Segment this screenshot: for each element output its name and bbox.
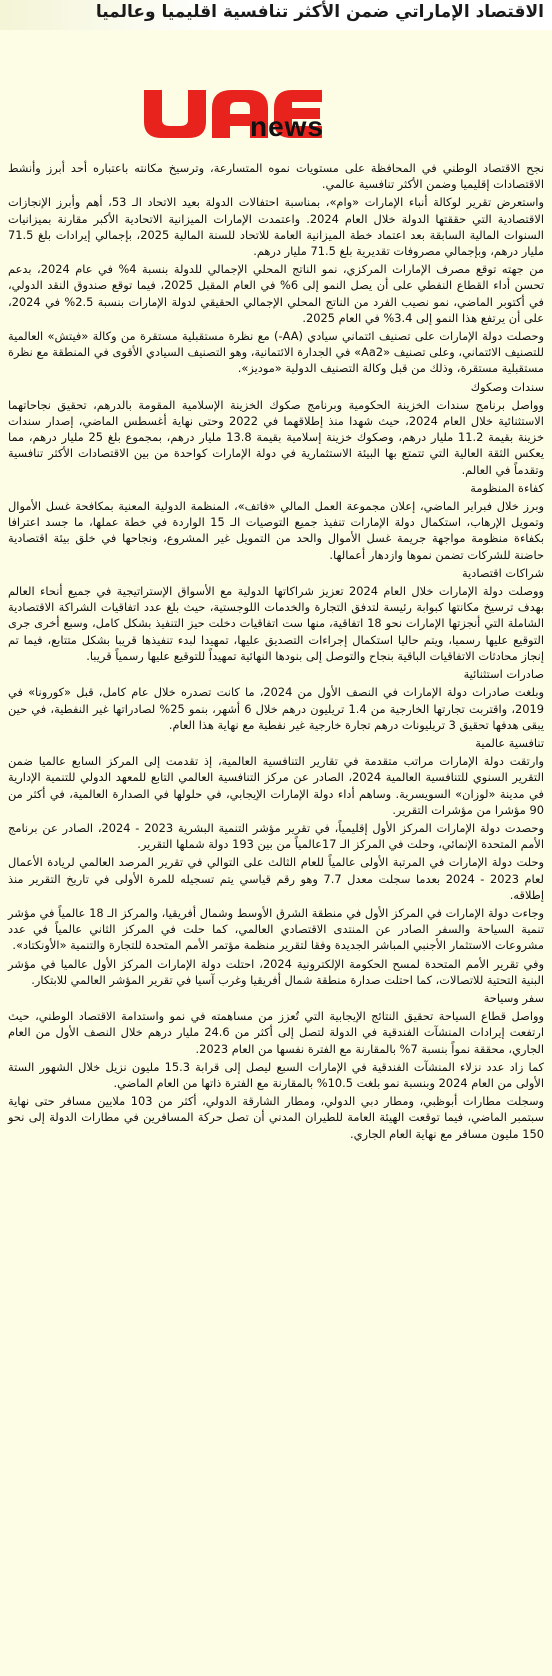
section-heading-partnerships: شراكات اقتصادية bbox=[462, 565, 544, 580]
section-heading-exports: صادرات استثنائية bbox=[463, 667, 544, 682]
title-bar bbox=[0, 0, 552, 30]
svg-text:news: news bbox=[249, 111, 324, 142]
competitiveness-paragraph-3: وحلت دولة الإمارات في المرتبة الأولى عالمياً للعام الثالث على التوالي في تقرير المرصد العالمي لريادة الأعمال لعام 2023 - 2024 بعدما سجلت معدل 7.7 وهو رقم قياسي يتم تسجيله للمرة الأولى في تاريخ التقرير منذ إطلاقه. bbox=[8, 855, 544, 902]
section-heading-competitiveness: تنافسية عالمية bbox=[475, 735, 544, 750]
intro-paragraph-1: نجح الاقتصاد الوطني في المحافظة على مستويات نموه المتسارعة، وترسيخ مكانته باعتباره أحد أبرز وأنشط الاقتصادات إقليميا وضمن الأكثر تنافسية عالمي. bbox=[8, 161, 544, 192]
competitiveness-paragraph-2: وحصدت دولة الإمارات المركز الأول إقليمياً، في تقرير مؤشر التنمية البشرية 2023 - 2024، الصادر عن برنامج الأمم المتحدة الإنمائي، وحلت في المركز الـ 17عالمياً من بين 193 دولة شملها التقرير. bbox=[8, 820, 544, 852]
tourism-paragraph-3: وسجلت مطارات أبوظبي، ومطار دبي الدولي، ومطار الشارقة الدولي، أكثر من 103 ملايين مسافر حتى نهاية سبتمبر الماضي، فيما توقعت الهيئة العامة للطيران المدني أن تصل حركة المسافرين في مطارات الدولة إلى نحو 150 مليون مسافر مع نهاية العام الجاري. bbox=[8, 1094, 544, 1141]
uaenews-logo bbox=[140, 86, 395, 142]
competitiveness-paragraph-4: وجاءت دولة الإمارات في المركز الأول في منطقة الشرق الأوسط وشمال أفريقيا، والمركز الـ 18 عالمياً في مؤشر تنمية السياحة والسفر الصادر عن المنتدى الاقتصادي العالمي، كما حلت في المركز الثاني عالمياً في عدد مشروعات الاستثمار الأجنبي المباشر الجديدة وفقا لتقرير منظمة مؤتمر الأمم المتحدة للتجارة والتنمية «الأونكتاد». bbox=[8, 905, 544, 953]
tourism-paragraph-2: كما زاد عدد نزلاء المنشآت الفندقية في الإمارات السبع ليصل إلى قرابة 15.3 مليون نزيل خلال الشهور الستة الأولى من العام 2024 وبنسبة نمو بلغت 10.5% بالمقارنة مع الفترة ذاتها من العام الماضي. bbox=[8, 1059, 544, 1090]
competitiveness-paragraph-1: وارتقت دولة الإمارات مراتب متقدمة في تقارير التنافسية العالمية، إذ تقدمت إلى المركز السابع عالميا ضمن التقرير السنوي للتنافسية العالمية 2024، الصادر عن مركز التنافسية العالمي التابع للمعهد الدولي للتنمية الإدارية في مدينة «لوزان» السويسرية. وساهم أداء دولة الإمارات الإيجابي، في حلولها في الصدارة العالمية، في أكثر من 90 مؤشرا من مؤشرات التقرير. bbox=[8, 754, 544, 817]
intro-paragraph-3: من جهته توقع مصرف الإمارات المركزي، نمو الناتج المحلي الإجمالي للدولة بنسبة 4% في عام 2024، بدعم تحسن أداء القطاع النفطي على أن يصل النمو إلى 6% في العام المقبل 2025، فيما توقع صندوق النقد الدولي، في أكتوبر الماضي، نمو نصيب الفرد من الناتج المحلي الإجمالي الحقيقي لدولة الإمارات بنسبة 2.5% في 2024، على أن يرتفع هذا النمو إلى 3.4% في العام 2025. bbox=[8, 262, 545, 325]
section-heading-bonds: سندات وصكوك bbox=[470, 379, 544, 394]
intro-paragraph-4: وحصلت دولة الإمارات على تصنيف ائتماني سيادي (AA-) مع نظرة مستقبلية مستقرة من وكالة «فيتش» العالمية للتصنيف الائتماني، وعلى تصنيف «Aa2» في الجدارة الائتمانية، وهو التصنيف السيادي الأقوى في المنطقة مع نظرة مستقبلية مستقرة، وذلك من قبل وكالة التصنيف الدولية «موديز». bbox=[8, 329, 544, 376]
tourism-paragraph-1: وواصل قطاع السياحة تحقيق النتائج الإيجابية التي تُعزز من مساهمته في نمو واستدامة الاقتصاد الوطني، حيث ارتفعت إيرادات المنشآت الفندقية في الدولة لتصل إلى أكثر من 24.6 مليار درهم خلال النصف الأول من العام الجاري، محققة نمواً بنسبة 7% بالمقارنة مع الفترة نفسها من العام 2023. bbox=[8, 1009, 544, 1056]
section-body-bonds: وواصل برنامج سندات الخزينة الحكومية وبرنامج صكوك الخزينة الإسلامية المقومة بالدرهم، تحقيق نجاحاتهما الاستثنائية خلال العام 2024، حيث شهدا منذ إطلاقهما في 2022 وحتى نهاية أغسطس الماضي، إصدار سندات خزينة بقيمة 11.2 مليار درهم، وصكوك خزينة إسلامية بقيمة 13.8 مليار درهم، بمجموع بلغ 25 مليار درهم، مما يعكس الثقة العالية التي تتمتع بها البيئة الاستثمارية في دولة الإمارات كواحدة من بين الاقتصادات الأكثر تنافسية وتقدماً في العالم. bbox=[8, 397, 544, 477]
competitiveness-paragraph-5: وفي تقرير الأمم المتحدة لمسح الحكومة الإلكترونية 2024، احتلت دولة الإمارات المركز الأول عالميا في مؤشر البنية التحتية للاتصالات، كما احتلت صدارة منطقة شمال أفريقيا وغرب آسيا في تقرير المؤشر العالمي للابتكار. bbox=[8, 956, 544, 987]
section-heading-efficiency: كفاءة المنظومة bbox=[470, 480, 544, 495]
section-body-partnerships: ووصلت دولة الإمارات خلال العام 2024 تعزيز شراكاتها الدولية مع الأسواق الإستراتيجية في جميع أنحاء العالم بهدف ترسيخ مكانتها كبوابة رئيسة لتدفق التجارة والخدمات اللوجستية، حيث بلغ عدد اتفاقيات الشراكة الاقتصادية الشاملة التي أنجزتها الإمارات نحو 18 اتفاقية، منها ست اتفاقيات دخلت حيز التنفيذ بشكل كامل، وسبع أخرى جرى التوقيع عليها رسميا، ويتم حاليا استكمال إجراءات التصديق عليها، تمهيدا لبدء تنفيذها قريبا بشكل متتابع، فيما تم إنجاز محادثات الاتفاقيات الباقية بنجاح والتوصل إلى بنودها النهائية تمهيداً للتوقيع عليها رسمياً قريبا. bbox=[8, 584, 544, 663]
article-title: الاقتصاد الإماراتي ضمن الأكثر تنافسية اقليميا وعالميا bbox=[95, 2, 544, 22]
intro-paragraph-2: واستعرض تقرير لوكالة أنباء الإمارات «وام»، بمناسبة احتفالات الدولة بعيد الاتحاد الـ 53، أهم وأبرز الإنجازات الاقتصادية التي حققتها الدولة خلال العام 2024. واعتمدت الإمارات الميزانية الاتحادية الأكبر مقارنة بميزانيات السنوات المالية السابقة بعد اعتماد خطة الميزانية العامة للاتحاد للسنة المالية 2025، بإجمالي إيرادات بلغ 71.5 مليار درهم، وبإجمالي مصروفات تقديرية بلغ 71.5 مليار درهم. bbox=[8, 195, 544, 259]
section-body-efficiency: وبرز خلال فبراير الماضي، إعلان مجموعة العمل المالي «فاتف»، المنظمة الدولية المعنية بمكافحة غسل الأموال وتمويل الإرهاب، استكمال دولة الإمارات تنفيذ جميع التوصيات الـ 15 الواردة في خطة عملها، ما جسد اعترافا بكفاءة منظومة مواجهة جريمة غسل الأموال والحد من التمويل غير المشروع، ونجاحها في خلق بيئة اقتصادية حاضنة للشركات تضمن نموها وازدهار أعمالها. bbox=[8, 499, 544, 562]
section-heading-tourism: سفر وسياحة bbox=[483, 990, 544, 1005]
section-body-exports: وبلغت صادرات دولة الإمارات في النصف الأول من 2024، ما كانت تصدره خلال عام كامل، قبل «كورونا» في 2019، واقتربت تجارتها الخارجية من 1.4 تريليون درهم خلال 6 أشهر، بنمو 25% لصادراتها غير النفطية، في حين يبقى هدفها تحقيق 3 تريليونات درهم تجارة خارجية غير نفطية مع نهاية هذا العام. bbox=[8, 685, 544, 732]
article-body bbox=[8, 160, 544, 1144]
